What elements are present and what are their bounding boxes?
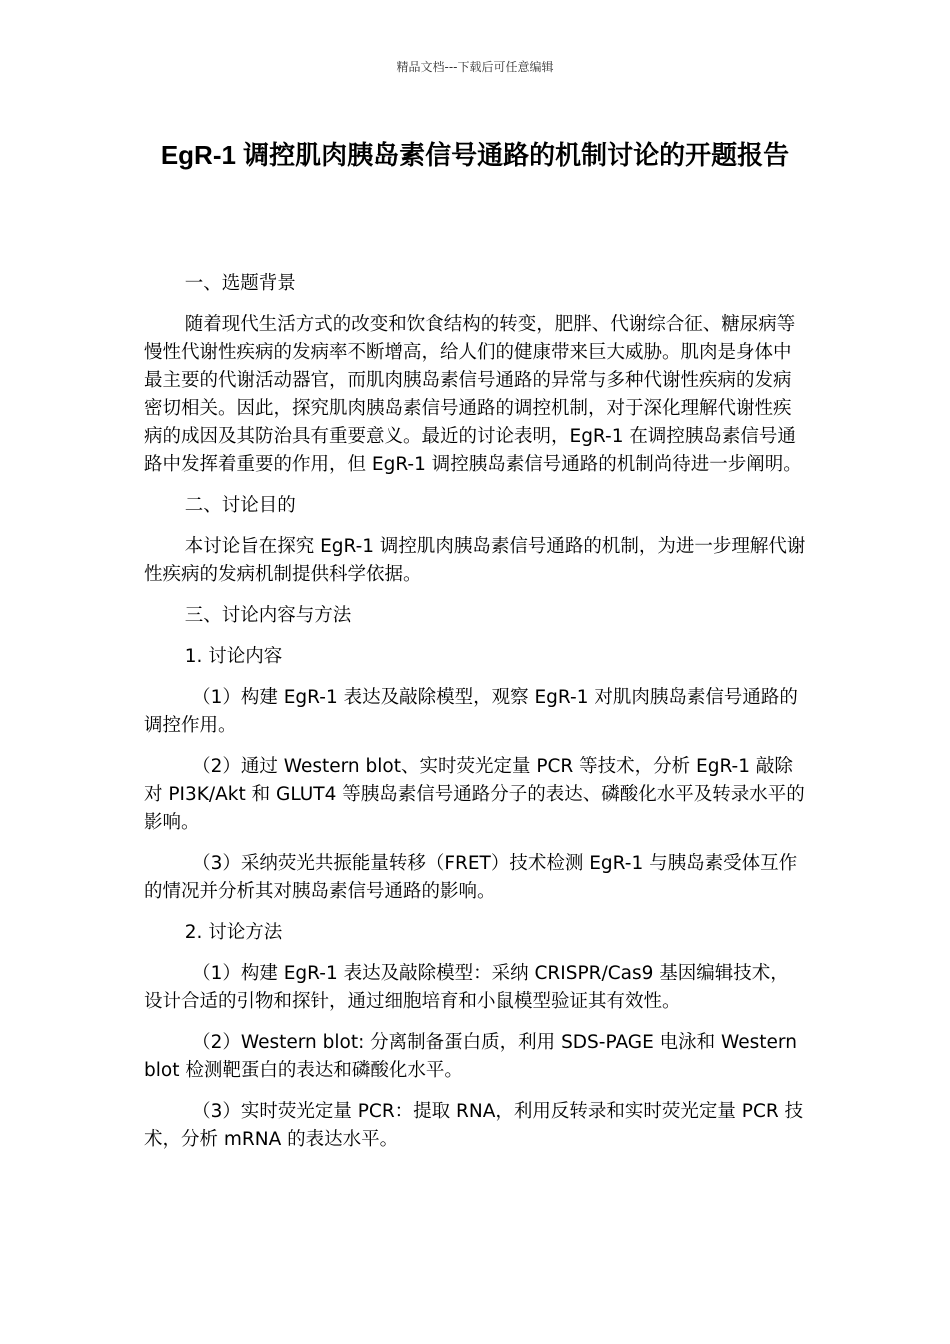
background-paragraph: 随着现代生活方式的改变和饮食结构的转变，肥胖、代谢综合征、糖尿病等慢性代谢性疾病的发病率不断增高，给人们的健康带来巨大威胁。肌肉是身体中最主要的代谢活动器官，而肌肉胰岛素信号通路的异常与多种代谢性疾病的发病密切相关。因此，探究肌肉胰岛素信号通路的调控机制，对于深化理解代谢性疾病的成因及其防治具有重要意义。最近的讨论表明，EgR-1 在调控胰岛素信号通路中发挥着重要的作用，但 EgR-1 调控胰岛素信号通路的机制尚待进一步阐明。 xyxy=(144,314,802,475)
page-header: 精品文档---下载后可任意编辑 xyxy=(396,60,554,74)
content-item: （1）构建 EgR-1 表达及敲除模型，观察 EgR-1 对肌肉胰岛素信号通路的调控作用。 xyxy=(144,687,798,736)
content-item: （3）采纳荧光共振能量转移（FRET）技术检测 EgR-1 与胰岛素受体互作的情况并分析其对胰岛素信号通路的影响。 xyxy=(144,853,798,902)
purpose-paragraph: 本讨论旨在探究 EgR-1 调控肌肉胰岛素信号通路的机制，为进一步理解代谢性疾病的发病机制提供科学依据。 xyxy=(144,536,806,585)
subheading-research-method: 2. 讨论方法 xyxy=(184,922,283,943)
method-item: （1）构建 EgR-1 表达及敲除模型：采纳 CRISPR/Cas9 基因编辑技术，设计合适的引物和探针，通过细胞培育和小鼠模型验证其有效性。 xyxy=(144,963,789,1012)
section-heading-content-method: 三、讨论内容与方法 xyxy=(184,605,352,626)
document-title: EgR-1 调控肌肉胰岛素信号通路的机制讨论的开题报告 xyxy=(160,140,790,170)
content-item: （2）通过 Western blot、实时荧光定量 PCR 等技术，分析 EgR-1 敲除对 PI3K/Akt 和 GLUT4 等胰岛素信号通路分子的表达、磷酸化水平及转录水平的影响。 xyxy=(144,756,805,833)
section-heading-background: 一、选题背景 xyxy=(184,273,296,294)
section-heading-purpose: 二、讨论目的 xyxy=(184,495,296,516)
document-body xyxy=(144,270,806,1167)
subheading-research-content: 1. 讨论内容 xyxy=(184,646,283,667)
method-item: （2）Western blot: 分离制备蛋白质，利用 SDS-PAGE 电泳和 Western blot 检测靶蛋白的表达和磷酸化水平。 xyxy=(144,1032,797,1081)
method-item: （3）实时荧光定量 PCR：提取 RNA，利用反转录和实时荧光定量 PCR 技术，分析 mRNA 的表达水平。 xyxy=(144,1101,804,1150)
